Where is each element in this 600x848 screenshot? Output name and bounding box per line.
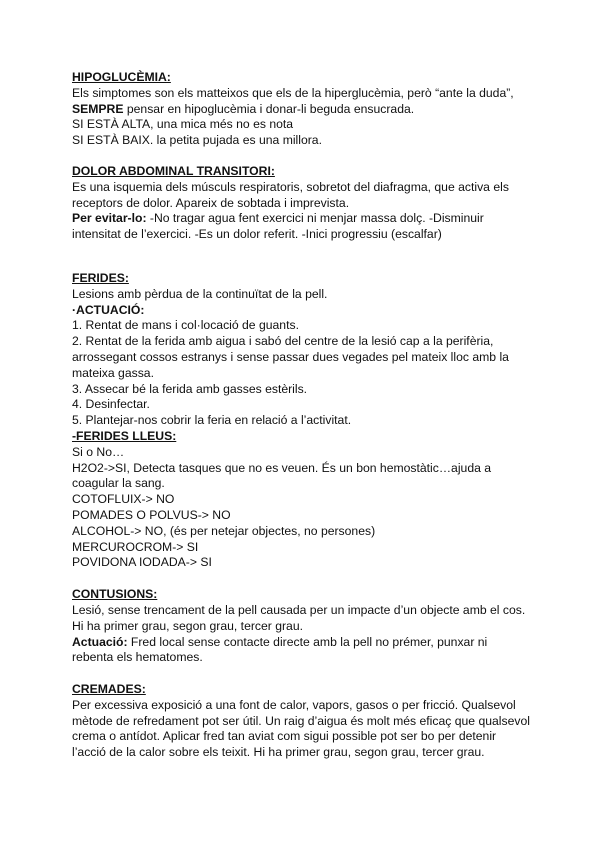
- body-text: pensar en hipoglucèmia i donar-li beguda ensucrada.: [123, 101, 415, 116]
- paragraph-line: rebenta els hematomes.: [72, 650, 203, 665]
- paragraph-line: [72, 211, 542, 227]
- bold-text: SEMPRE: [72, 101, 124, 116]
- paragraph-line: MERCUROCROM-> SI: [72, 539, 199, 554]
- document-page: [72, 70, 542, 776]
- section-cremades: [72, 682, 542, 761]
- paragraph-line: POMADES O POLVUS-> NO: [72, 507, 231, 522]
- paragraph-line: Lesió, sense trencament de la pell causada per un impacte d’un objecte amb el cos.: [72, 602, 526, 617]
- paragraph-line: coagular la sang.: [72, 476, 165, 491]
- paragraph-line: COTOFLUIX-> NO: [72, 492, 175, 507]
- paragraph-line: mateixa gassa.: [72, 365, 154, 380]
- section-hipoglucemia: [72, 70, 542, 149]
- section-contusions: [72, 587, 542, 666]
- section-ferides: [72, 271, 542, 571]
- subheading-actuacio: ·ACTUACIÓ:: [72, 302, 145, 317]
- paragraph-line: POVIDONA IODADA-> SI: [72, 555, 212, 570]
- list-item: 2. Rentat de la ferida amb aigua i sabó del centre de la lesió cap a la perifèria,: [72, 334, 494, 349]
- section-heading: FERIDES:: [72, 270, 129, 285]
- list-item: 1. Rentat de mans i col·locació de guants.: [72, 318, 299, 333]
- paragraph-line: crema o antídot. Aplicar fred tan aviat com sigui possible pot ser bo per detenir: [72, 729, 497, 744]
- paragraph-line: H2O2->SI, Detecta tasques que no es veuen. És un bon hemostàtic…ajuda a: [72, 460, 492, 475]
- section-heading: CREMADES:: [72, 682, 146, 697]
- list-item: 5. Plantejar-nos cobrir la feria en relació a l’activitat.: [72, 413, 352, 428]
- paragraph-line: receptors de dolor. Apareix de sobtada i imprevista.: [72, 195, 350, 210]
- paragraph-line: SI ESTÀ BAIX. la petita pujada es una millora.: [72, 133, 322, 148]
- paragraph-line: Si o No…: [72, 444, 125, 459]
- paragraph-line: Els simptomes son els matteixos que els de la hiperglucèmia, però “ante la duda”,: [72, 85, 514, 100]
- paragraph-line: mètode de refredament pot ser útil. Un raig d’aigua és molt més eficaç que qualsevol: [72, 713, 530, 728]
- paragraph-line: Per excessiva exposició a una font de calor, vapors, gasos o per fricció. Qualsevol: [72, 697, 516, 712]
- paragraph-line: Es una isquemia dels músculs respiratoris, sobretot del diafragma, que activa els: [72, 179, 509, 194]
- section-heading: DOLOR ABDOMINAL TRANSITORI:: [72, 163, 275, 178]
- list-item: 4. Desinfectar.: [72, 397, 150, 412]
- paragraph-line: Hi ha primer grau, segon grau, tercer grau.: [72, 618, 303, 633]
- bold-text: Actuació:: [72, 634, 128, 649]
- paragraph-line: l’acció de la calor sobre els teixit. Hi ha primer grau, segon grau, tercer grau.: [72, 745, 485, 760]
- paragraph-line: [72, 635, 542, 651]
- body-text: Fred local sense contacte directe amb la pell no prémer, punxar ni: [127, 634, 488, 649]
- section-heading: HIPOGLUCÈMIA:: [72, 70, 171, 84]
- section-dolor-abdominal: [72, 164, 542, 243]
- paragraph-line: intensitat de l’exercici. -Es un dolor referit. -Inici progressiu (escalfar): [72, 227, 442, 242]
- section-heading: CONTUSIONS:: [72, 587, 158, 602]
- body-text: -No tragar agua fent exercici ni menjar massa dolç. -Disminuir: [146, 211, 484, 226]
- paragraph-line: [72, 102, 542, 118]
- paragraph-line: SI ESTÀ ALTA, una mica més no es nota: [72, 117, 294, 132]
- paragraph-line: Lesions amb pèrdua de la continuïtat de la pell.: [72, 286, 328, 301]
- list-item: 3. Assecar bé la ferida amb gasses estèrils.: [72, 381, 308, 396]
- bold-text: Per evitar-lo:: [72, 211, 147, 226]
- paragraph-line: arrossegant cossos estranys i sense passar dues vegades pel mateix lloc amb la: [72, 349, 509, 364]
- paragraph-line: ALCOHOL-> NO, (és per netejar objectes, no persones): [72, 523, 376, 538]
- subheading-ferides-lleus: -FERIDES LLEUS:: [72, 428, 177, 443]
